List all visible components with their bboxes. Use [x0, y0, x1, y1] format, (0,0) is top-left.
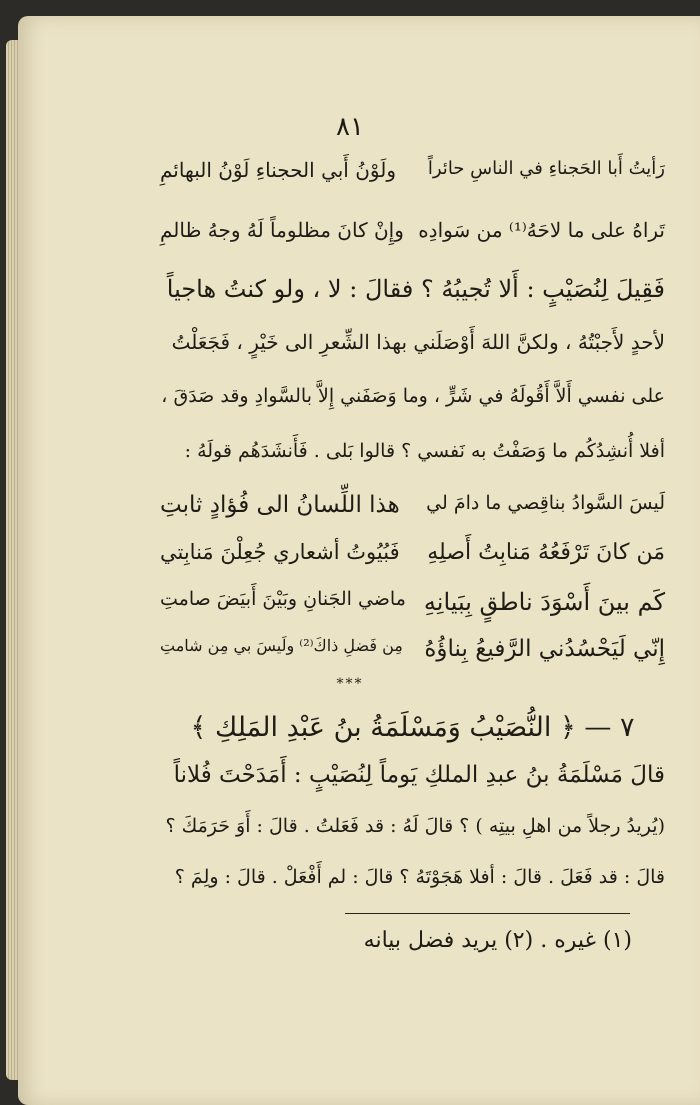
prose-line: (يُريدُ رجلاً من اهلِ بيتِه ) ؟ قالَ لَهُ : قد فَعَلتُ . قالَ : أَوَ حَرَمَكَ ؟	[165, 815, 665, 837]
verse-line	[160, 636, 665, 676]
verse-first-hemistich: إِنّي لَيَحْسُدُني الرَّفيعُ بِناؤُهُ	[424, 636, 665, 662]
verse-second-hemistich: مِن فَضلِ ذاكَ⁽²⁾ ولَيسَ بي مِن شامتِ	[160, 636, 403, 655]
prose-line: قالَ : قد فَعَلَ . قالَ : أفلا هَجَوْتَهُ ؟ قالَ : لم أَفْعَلْ . قالَ : ولِمَ ؟	[174, 866, 665, 888]
verse-line	[160, 218, 665, 258]
verse-line	[160, 540, 665, 580]
verse-first-hemistich: لَيسَ السَّوادُ بناقِصي ما دامَ لي	[426, 492, 665, 514]
verse-line	[160, 588, 665, 628]
verse-second-hemistich: وإِنْ كانَ مظلوماً لَهُ وجهُ ظالمِ	[160, 218, 404, 242]
page-number: ٨١	[336, 112, 364, 142]
verse-second-hemistich: ولَوْنُ أَبي الحجناءِ لَوْنُ البهائمِ	[160, 158, 396, 182]
prose-line: على نفسي أَلاَّ أَقُولَهُ في شَرٍّ ، وما وَصَفَني إِلاَّ بالسَّوادِ وقد صَدَقَ ،	[161, 385, 665, 407]
footnote-rule	[345, 913, 630, 914]
verse-first-hemistich: تَراهُ على ما لاحَهُ⁽¹⁾ من سَوادِه	[418, 218, 665, 242]
book-edge	[6, 40, 18, 1080]
verse-second-hemistich: هذا اللِّسانُ الى فُؤادٍ ثابتِ	[160, 492, 400, 518]
section-heading: ٧ — ﴿ النُّصَيْبُ وَمَسْلَمَةُ بنُ عَبْدِ المَلِكِ ﴾	[190, 712, 635, 743]
prose-line: فَقِيلَ لِنُصَيْبٍ : أَلا تُجيبُهُ ؟ فقالَ : لا ، ولو كنتُ هاجياً	[166, 275, 665, 303]
verse-line	[160, 158, 665, 198]
prose-line: لأحدٍ لأَجبْتُهُ ، ولكنَّ اللهَ أَوْصَلَني بهذا الشِّعرِ الى خَيْرٍ ، فَجَعَلْتُ	[171, 330, 665, 354]
verse-line	[160, 492, 665, 532]
verse-first-hemistich: رَأيتُ أَبا الحَجناءِ في الناسِ حائراً	[427, 158, 665, 179]
prose-line: قالَ مَسْلَمَةُ بنُ عبدِ الملكِ يَوماً لِنُصَيْبٍ : أَمَدَحْتَ فُلاناً	[173, 762, 665, 788]
footnote: (١) غيره . (٢) يريد فضل بيانه	[363, 928, 632, 953]
prose-line: أفلا أُنشِدُكُم ما وَصَفْتُ به نَفسي ؟ قالوا بَلى . فَأَنشَدَهُم قولَهُ :	[184, 440, 665, 462]
section-divider-stars: ***	[336, 676, 364, 692]
verse-first-hemistich: كَم بينَ أَسْوَدَ ناطقٍ بِبَيانِهِ	[423, 588, 665, 616]
verse-second-hemistich: فَبُيُوتُ أشعاري جُعِلْنَ مَنابِتي	[160, 540, 400, 564]
verse-second-hemistich: ماضي الجَنانِ وبَيْنَ أَبيَضَ صامتِ	[160, 588, 406, 610]
verse-first-hemistich: مَن كانَ تَرْفَعُهُ مَنابِتُ أَصلِهِ	[427, 540, 665, 565]
